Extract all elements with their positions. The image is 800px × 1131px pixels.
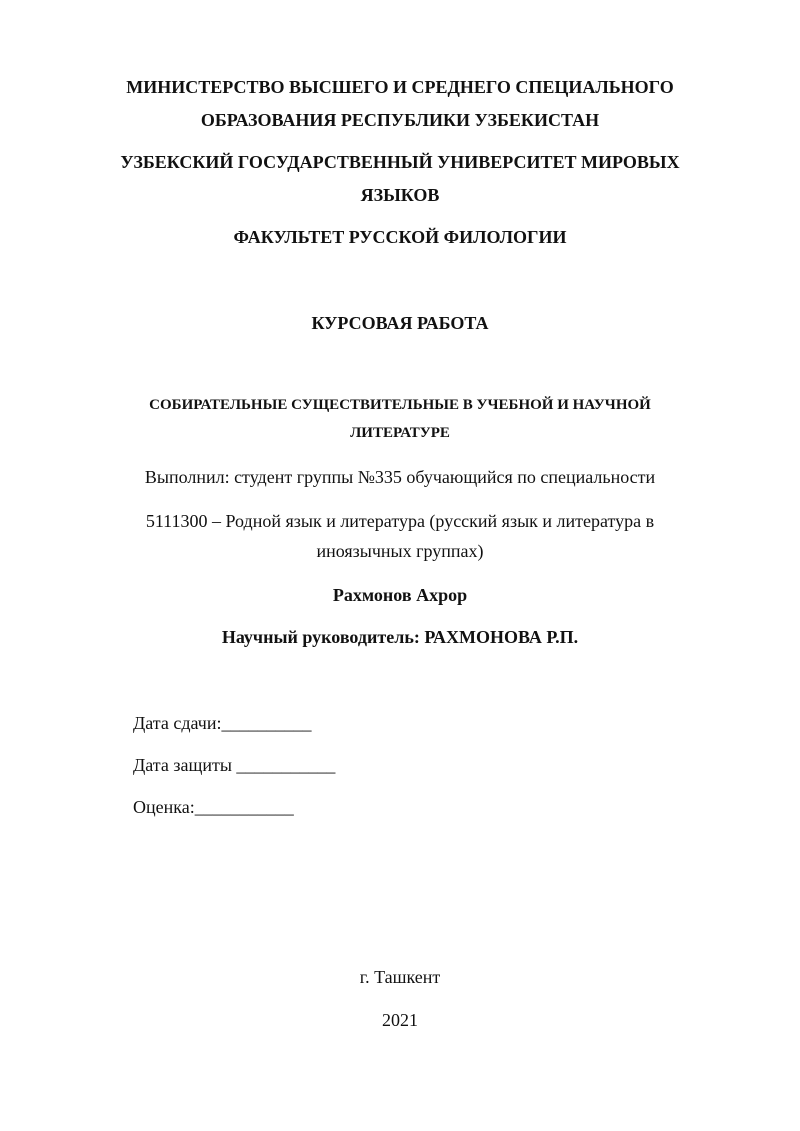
topic-line-2: ЛИТЕРАТУРЕ [350, 425, 450, 441]
work-type: КУРСОВАЯ РАБОТА [311, 313, 489, 333]
submission-date-field: Дата сдачи:__________ [133, 713, 312, 733]
author-info-line-2: 5111300 – Родной язык и литература (русский язык и литература в [145, 511, 655, 531]
city: г. Ташкент [359, 967, 441, 987]
university-line-2: ЯЗЫКОВ [360, 185, 440, 205]
student-name: Рахмонов Ахрор [332, 585, 468, 605]
university-line-1: УЗБЕКСКИЙ ГОСУДАРСТВЕННЫЙ УНИВЕРСИТЕТ МИРОВЫХ [120, 152, 680, 172]
year: 2021 [382, 1010, 418, 1030]
author-info-line-1: Выполнил: студент группы №335 обучающийся по специальности [144, 467, 656, 487]
ministry-line-2: ОБРАЗОВАНИЯ РЕСПУБЛИКИ УЗБЕКИСТАН [200, 110, 600, 130]
faculty-name: ФАКУЛЬТЕТ РУССКОЙ ФИЛОЛОГИИ [233, 227, 567, 247]
ministry-line-1: МИНИСТЕРСТВО ВЫСШЕГО И СРЕДНЕГО СПЕЦИАЛЬНОГО [126, 77, 674, 97]
defense-date-field: Дата защиты ___________ [133, 755, 336, 775]
topic-line-1: СОБИРАТЕЛЬНЫЕ СУЩЕСТВИТЕЛЬНЫЕ В УЧЕБНОЙ И НАУЧНОЙ [149, 397, 651, 413]
author-info-line-3: иноязычных группах) [316, 541, 484, 561]
grade-field: Оценка:___________ [133, 797, 294, 817]
supervisor: Научный руководитель: РАХМОНОВА Р.П. [221, 627, 579, 647]
